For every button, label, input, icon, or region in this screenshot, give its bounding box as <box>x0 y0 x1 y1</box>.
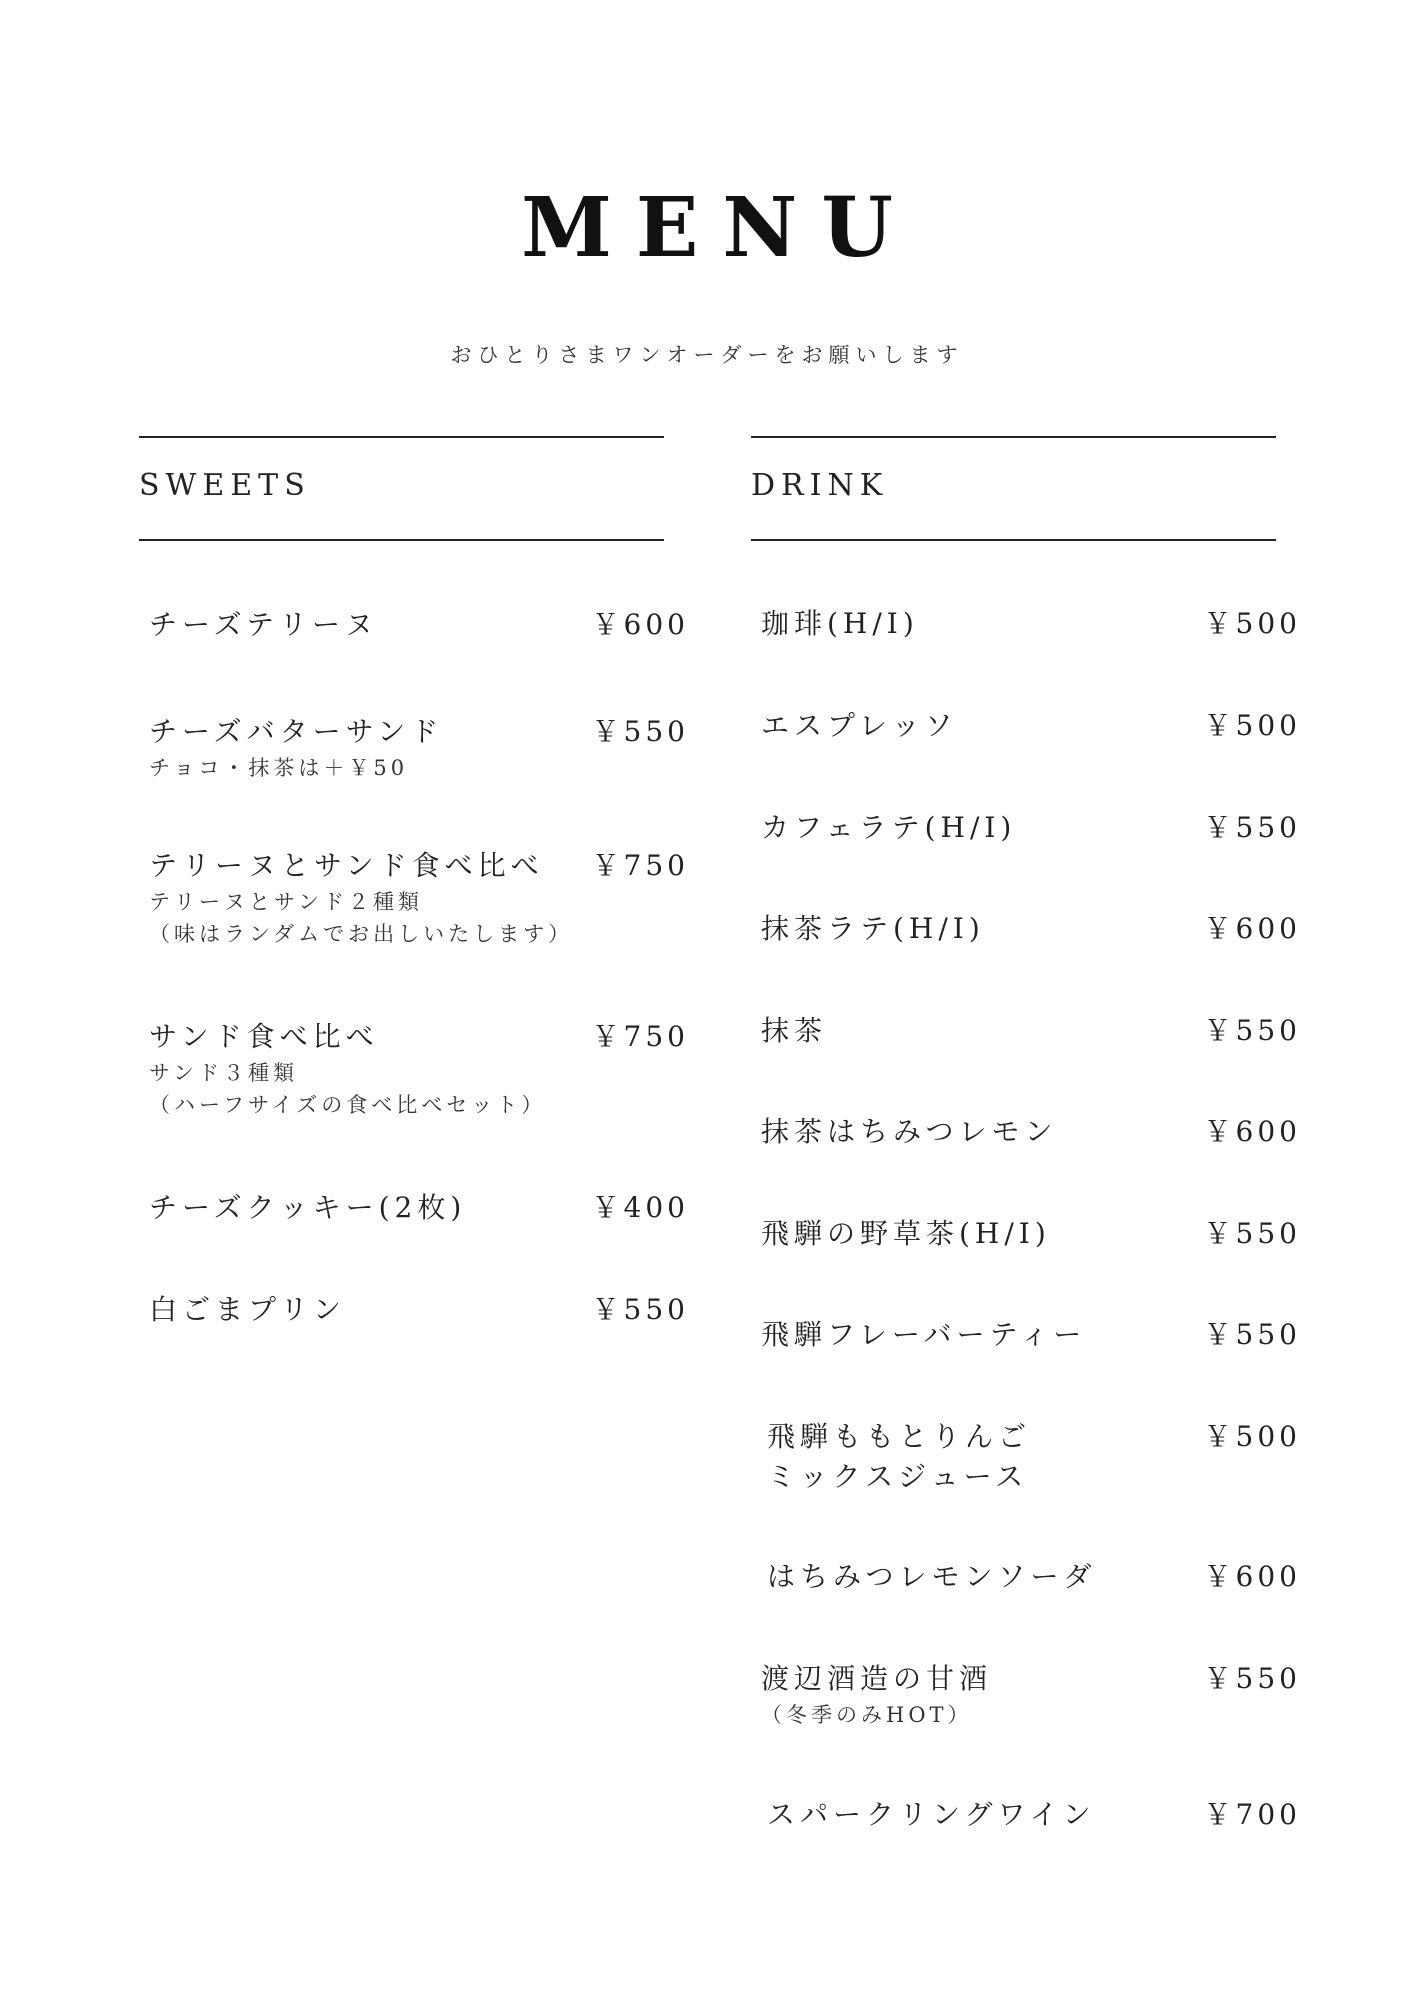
item-price: ￥750 <box>591 849 689 882</box>
item-name: 飛騨ももとりんご <box>767 1420 1032 1453</box>
item-price: ￥600 <box>1203 1560 1301 1593</box>
item-name: 珈琲(H/I) <box>761 607 919 640</box>
item-price: ￥500 <box>1203 607 1301 640</box>
menu-item <box>761 1557 1301 1597</box>
item-price: ￥550 <box>1203 1217 1301 1250</box>
sweets-top-rule <box>139 436 664 438</box>
item-note: チョコ・抹茶は＋￥50 <box>149 756 409 780</box>
item-price: ￥550 <box>1203 1662 1301 1695</box>
sweets-bottom-rule <box>139 539 664 541</box>
item-name: 抹茶はちみつレモン <box>761 1115 1058 1148</box>
item-price: ￥550 <box>591 715 689 748</box>
item-price: ￥550 <box>1203 1318 1301 1351</box>
item-note: テリーヌとサンド２種類 <box>149 890 423 914</box>
item-note: （味はランダムでお出しいたします） <box>149 922 574 946</box>
item-name: サンド食べ比べ <box>149 1020 379 1053</box>
menu-item <box>761 1112 1301 1152</box>
menu-item <box>761 1315 1301 1355</box>
menu-title: MENU <box>521 180 917 276</box>
drink-top-rule <box>751 436 1276 438</box>
item-price: ￥400 <box>591 1191 689 1224</box>
item-price: ￥600 <box>1203 1115 1301 1148</box>
drink-section <box>751 0 1301 2000</box>
item-price: ￥750 <box>591 1020 689 1053</box>
menu-item <box>761 1659 1301 1731</box>
sweets-section <box>139 0 689 2000</box>
item-note: サンド３種類 <box>149 1061 298 1085</box>
item-price: ￥600 <box>1203 912 1301 945</box>
item-name: 抹茶ラテ(H/I) <box>761 912 985 945</box>
menu-item <box>761 808 1301 848</box>
item-price: ￥550 <box>591 1293 689 1326</box>
menu-item <box>149 846 689 950</box>
menu-item <box>761 909 1301 949</box>
item-name-continued: ミックスジュース <box>767 1460 1029 1493</box>
menu-item <box>761 1011 1301 1051</box>
item-name: チーズクッキー(2枚) <box>149 1191 467 1224</box>
item-price: ￥500 <box>1203 1420 1301 1453</box>
menu-item <box>761 706 1301 746</box>
menu-item <box>761 1795 1301 1835</box>
item-name: 飛騨フレーバーティー <box>761 1318 1087 1351</box>
menu-item <box>761 1214 1301 1254</box>
menu-item <box>761 604 1301 644</box>
item-name: 抹茶 <box>761 1014 828 1047</box>
order-notice: おひとりさまワンオーダーをお願いします <box>450 343 964 367</box>
item-price: ￥700 <box>1203 1798 1301 1831</box>
item-name: スパークリングワイン <box>767 1798 1096 1831</box>
item-name: 白ごまプリン <box>149 1293 346 1326</box>
item-note: （ハーフサイズの食べ比べセット） <box>149 1093 547 1117</box>
item-name: カフェラテ(H/I) <box>761 811 1017 844</box>
menu-item <box>761 1417 1301 1497</box>
sweets-heading: SWEETS <box>139 468 311 503</box>
item-note: （冬季のみHOT） <box>761 1703 973 1727</box>
item-name: 渡辺酒造の甘酒 <box>761 1662 993 1695</box>
drink-bottom-rule <box>751 539 1276 541</box>
item-name: チーズバターサンド <box>149 715 444 748</box>
menu-item <box>149 1290 689 1330</box>
item-price: ￥550 <box>1203 1014 1301 1047</box>
menu-item <box>149 712 689 784</box>
menu-item <box>149 1188 689 1228</box>
item-price: ￥500 <box>1203 709 1301 742</box>
item-name: はちみつレモンソーダ <box>767 1560 1097 1593</box>
item-name: テリーヌとサンド食べ比べ <box>149 849 544 882</box>
menu-item <box>149 1017 689 1121</box>
item-price: ￥550 <box>1203 811 1301 844</box>
drink-heading: DRINK <box>751 468 889 503</box>
menu-item <box>149 605 689 645</box>
item-price: ￥600 <box>591 608 689 641</box>
item-name: チーズテリーヌ <box>149 608 379 641</box>
item-name: 飛騨の野草茶(H/I) <box>761 1217 1051 1250</box>
item-name: エスプレッソ <box>761 709 958 742</box>
